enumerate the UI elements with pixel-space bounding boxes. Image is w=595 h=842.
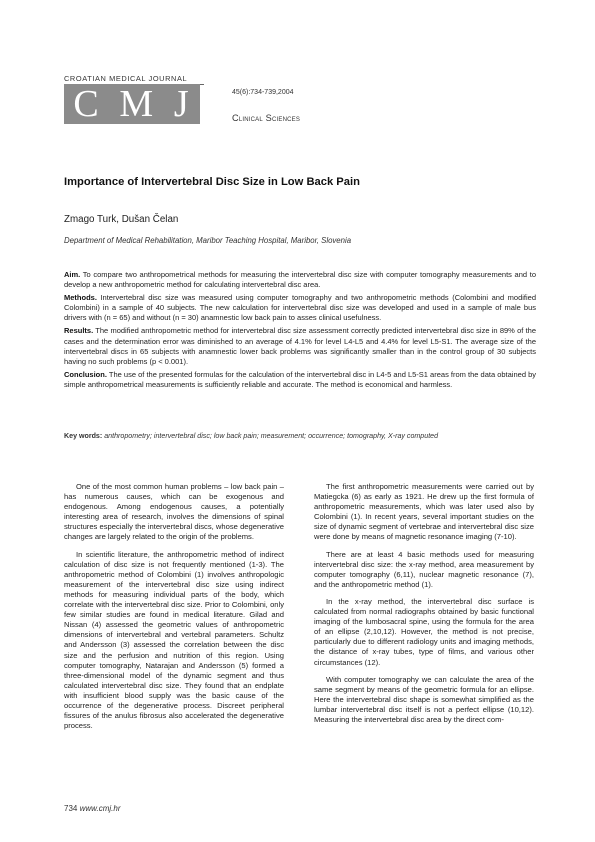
conclusion-label: Conclusion. [64, 369, 107, 379]
methods-label: Methods. [64, 293, 97, 303]
abstract-aim [64, 270, 536, 290]
abstract-methods [64, 293, 536, 323]
aim-text: To compare two anthropometrical methods for measuring the intervertebral disc size with computer tomography measurements and to develop a new anthropometric method for calculating intervertebral disc area. [64, 270, 536, 290]
conclusion-text: The use of the presented formulas for the calculation of the intervertebral disc in L4-5 and L5-S1 areas from the data obtained by simple anthropometrical measurements is sufficiently reliable and accurate. The method is economical and harmless. [64, 369, 537, 389]
aim-label: Aim. [64, 270, 81, 279]
affiliation: Department of Medical Rehabilitation, Maribor Teaching Hospital, Maribor, Slovenia [64, 236, 352, 245]
authors: Zmago Turk, Dušan Čelan [64, 214, 179, 225]
results-text: The modified anthropometric method for intervertebral disc size assessment correctly predicted intervertebral disc size in 89% of the cases and the determination error was diminished to an average of 4.1% for level L4-L5 and 4.4% for level L5-S1. The average size of the intervertebral discs in 65 subjects with anamnestic lower back problems was significantly smaller than in the control group of 30 subjects having no such problems (p < 0.001). [64, 326, 536, 366]
journal-name: CROATIAN MEDICAL JOURNAL [64, 74, 204, 85]
abstract-conclusion [64, 370, 536, 390]
body-paragraph: One of the most common human problems – low back pain – has numerous causes, which can be exogenous and endogenous. Among endogenous causes, a potentially interesting area of research, involves the dimensions of spinal structures especially the intervertebral discs, whose degenerative changes are largely related to the origin of the problems. [64, 482, 284, 542]
issue-reference: 45(6):734-739,2004 [232, 89, 294, 96]
body-paragraph: With computer tomography we can calculate the area of the same segment by means of the geometric formula for an ellipse. Here the intervertebral disc shape is somewhat simplified as the lumbar intervertebral disc itself is not a perfect ellipse (10,12). Measuring the intervertebral disc area by the direct com- [314, 674, 534, 724]
results-label: Results. [64, 326, 94, 336]
keywords-label: Key words: [64, 432, 103, 440]
body-paragraph: In the x-ray method, the intervertebral disc surface is calculated from normal radiographs obtained by basic functional imaging of the lumbosacral spine, using the formula for the area of an ellipse (2,10,12). However, the method is not precise, particularly due to different radiology units and imaging methods, the distance of x-ray tubes, type of films, and various other circumstances (12). [314, 596, 534, 667]
journal-url[interactable]: www.cmj.hr [79, 804, 121, 813]
journal-logo [64, 84, 200, 124]
keywords-text: anthropometry; intervertebral disc; low back pain; measurement; occurrence; tomography, X-ray computed [104, 432, 439, 440]
body-column-left [64, 482, 284, 738]
article-title: Importance of Intervertebral Disc Size in Low Back Pain [64, 176, 360, 188]
logo-letter-j: J [173, 83, 191, 125]
body-paragraph: The first anthropometric measurements were carried out by Matiegcka (6) as early as 1921. He drew up the first formula of anthropometric measurements, which was later used also by Colombini (1). In recent years, several important studies on the size of dynamic segment of vertebrae and intervertebral disc size were done by means of magnetic resonance imaging (7-10). [314, 482, 534, 542]
section-label: Clinical Sciences [232, 113, 301, 123]
methods-text: Intervertebral disc size was measured using computer tomography and two anthropometric methods (Colombini and modified Colombini) in a sample of 40 subjects. The new calculation for intervertebral disc size was developed and used in a sample of male bus drivers with (n = 65) and without (n = 30) anamnestic low back pain to asses clinical usefulness. [64, 293, 537, 323]
abstract-results [64, 326, 536, 366]
keywords [64, 432, 536, 440]
logo-letters [64, 84, 200, 124]
page-footer [64, 804, 120, 813]
logo-letter-c: C [73, 83, 101, 125]
logo-letter-m: M [119, 83, 156, 125]
body-paragraph: In scientific literature, the anthropometric method of indirect calculation of disc size is not frequently mentioned (1-3). The anthropometric method of Colombini (1) involves anthropologic measurement of the intervertebral disc size using indirect methods for measuring individual parts of the body, which correlate with the intervertebral disc size. Prior to Colombini, only few similar studies are found in medical literature. Gilad and Nissan (4) assessed the geometric values of anthropometric dimensions of intervertebral and vertebral parameters. Schultz and Andersson (3) assessed the correlation between the disc size and the perfusion and nutrition of this region. Using computer tomography, Natarajan and Andersson (5) formed a three-dimensional model of the dynamic segment and thus calculated intervertebral disc size. They found that an endplate with insufficient blood supply was the basic cause of the occurrence of the degenerative process. Discreet peripheral fissures of the anulus fibrosus also accelerated the degenerative process. [64, 549, 284, 731]
page-number: 734 [64, 804, 78, 813]
body-column-right [314, 482, 534, 732]
body-paragraph: There are at least 4 basic methods used for measuring intervertebral disc size: the x-ray method, area measurement by computer tomography (6,11), nuclear magnetic resonance (7), and the anthropometric method (1). [314, 549, 534, 589]
abstract [64, 270, 536, 393]
